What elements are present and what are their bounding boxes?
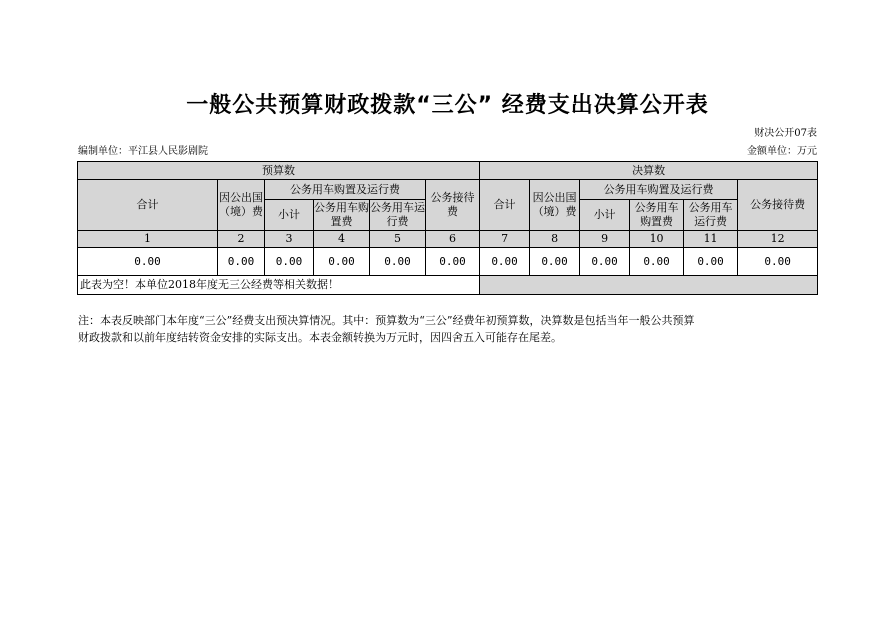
column-number-row [78, 231, 818, 248]
column-number: 4 [314, 231, 370, 248]
empty-table-note: 此表为空！本单位2018年度无三公经费等相关数据！ [78, 276, 480, 295]
value-cell: 0.00 [630, 248, 684, 276]
final-group-header: 决算数 [480, 162, 818, 180]
budget-abroad-header: 因公出国（境）费 [218, 180, 265, 231]
value-cell: 0.00 [738, 248, 818, 276]
value-cell: 0.00 [78, 248, 218, 276]
final-total-header: 合计 [480, 180, 530, 231]
column-number: 2 [218, 231, 265, 248]
footnote [78, 312, 798, 346]
page-title: 一般公共预算财政拨款“三公” 经费支出决算公开表 [186, 93, 709, 118]
form-code: 财决公开07表 [754, 128, 817, 139]
column-number: 5 [370, 231, 426, 248]
value-cell: 0.00 [218, 248, 265, 276]
value-cell: 0.00 [580, 248, 630, 276]
budget-vehicle-group-header: 公务用车购置及运行费 [265, 180, 426, 200]
value-cell: 0.00 [480, 248, 530, 276]
value-cell: 0.00 [684, 248, 738, 276]
final-abroad-header: 因公出国（境）费 [530, 180, 580, 231]
three-public-expenses-table [77, 161, 818, 295]
budget-subtotal-header: 小计 [265, 200, 314, 231]
column-number: 9 [580, 231, 630, 248]
footnote-line: 注：本表反映部门本年度“三公”经费支出预决算情况。其中：预算数为“三公”经费年初预算数，决算数是包括当年一般公共预算 [78, 314, 695, 327]
note-filler-cell [480, 276, 818, 295]
column-number: 10 [630, 231, 684, 248]
column-number: 3 [265, 231, 314, 248]
budget-vehicle-purchase-header: 公务用车购置费 [314, 200, 370, 231]
final-reception-header: 公务接待费 [738, 180, 818, 231]
final-vehicle-operation-header: 公务用车运行费 [684, 200, 738, 231]
column-number: 1 [78, 231, 218, 248]
final-vehicle-group-header: 公务用车购置及运行费 [580, 180, 738, 200]
column-number: 7 [480, 231, 530, 248]
reporting-unit: 编制单位：平江县人民影剧院 [78, 146, 208, 157]
value-cell: 0.00 [530, 248, 580, 276]
budget-vehicle-operation-header: 公务用车运行费 [370, 200, 426, 231]
column-number: 8 [530, 231, 580, 248]
budget-group-header: 预算数 [78, 162, 480, 180]
amount-unit: 金额单位：万元 [747, 146, 817, 157]
column-number: 11 [684, 231, 738, 248]
value-cell: 0.00 [314, 248, 370, 276]
value-cell: 0.00 [426, 248, 480, 276]
footnote-line: 财政拨款和以前年度结转资金安排的实际支出。本表金额转换为万元时，因四舍五入可能存在尾差。 [78, 331, 562, 344]
budget-total-header: 合计 [78, 180, 218, 231]
final-subtotal-header: 小计 [580, 200, 630, 231]
column-number: 6 [426, 231, 480, 248]
value-cell: 0.00 [370, 248, 426, 276]
budget-reception-header: 公务接待费 [426, 180, 480, 231]
table-row [78, 248, 818, 276]
value-cell: 0.00 [265, 248, 314, 276]
column-number: 12 [738, 231, 818, 248]
final-vehicle-purchase-header: 公务用车购置费 [630, 200, 684, 231]
